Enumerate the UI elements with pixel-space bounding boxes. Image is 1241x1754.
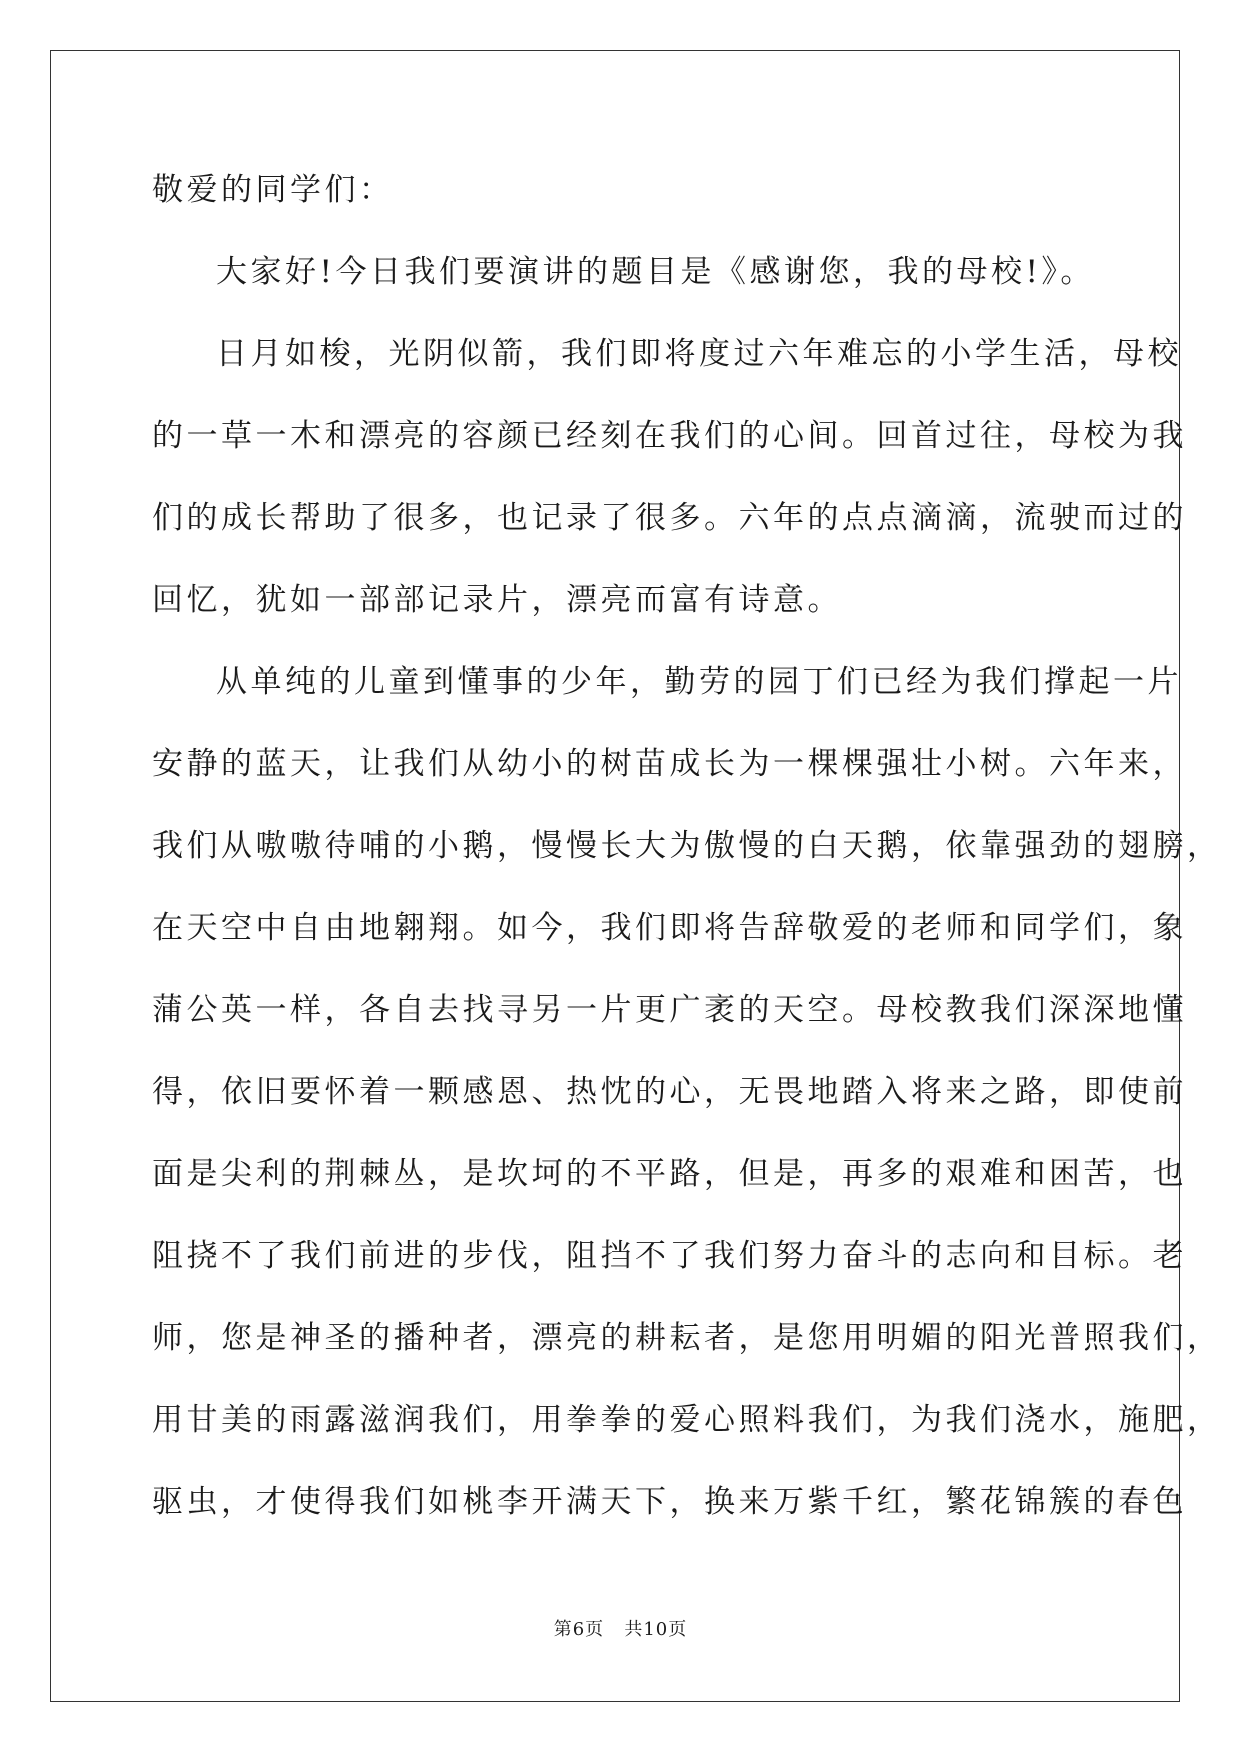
paragraph-1-line-3: 们的成长帮助了很多，也记录了很多。六年的点点滴滴，流驶而过的 (152, 500, 1187, 536)
paragraph-2-line-1: 从单纯的儿童到懂事的少年，勤劳的园丁们已经为我们撑起一片 (216, 664, 1182, 700)
salutation-line: 敬爱的同学们： (152, 172, 394, 208)
page-footer (0, 1615, 1241, 1641)
paragraph-2-line-8: 阻挠不了我们前进的步伐，阻挡不了我们努力奋斗的志向和目标。老 (152, 1238, 1187, 1274)
paragraph-2-line-7: 面是尖利的荆棘丛，是坎坷的不平路，但是，再多的艰难和困苦，也 (152, 1156, 1187, 1192)
page-number: 第6页 (553, 1619, 605, 1640)
paragraph-1-line-4: 回忆，犹如一部部记录片，漂亮而富有诗意。 (152, 582, 842, 618)
paragraph-2-line-10: 用甘美的雨露滋润我们，用拳拳的爱心照料我们，为我们浇水，施肥， (152, 1402, 1222, 1438)
document-body (152, 160, 1222, 1554)
paragraph-1-line-1: 日月如梭，光阴似箭，我们即将度过六年难忘的小学生活，母校 (216, 336, 1182, 372)
page-total: 共10页 (624, 1619, 688, 1640)
paragraph-2-line-5: 蒲公英一样，各自去找寻另一片更广袤的天空。母校教我们深深地懂 (152, 992, 1187, 1028)
paragraph-2-line-6: 得，依旧要怀着一颗感恩、热忱的心，无畏地踏入将来之路，即使前 (152, 1074, 1187, 1110)
paragraph-2-line-4: 在天空中自由地翱翔。如今，我们即将告辞敬爱的老师和同学们，象 (152, 910, 1187, 946)
paragraph-2-line-11: 驱虫，才使得我们如桃李开满天下，换来万紫千红，繁花锦簇的春色 (152, 1484, 1187, 1520)
paragraph-1-line-2: 的一草一木和漂亮的容颜已经刻在我们的心间。回首过往，母校为我 (152, 418, 1187, 454)
paragraph-2-line-3: 我们从嗷嗷待哺的小鹅，慢慢长大为傲慢的白天鹅，依靠强劲的翅膀， (152, 828, 1222, 864)
greeting-line: 大家好!今日我们要演讲的题目是《感谢您，我的母校!》。 (216, 254, 1095, 290)
paragraph-2-line-2: 安静的蓝天，让我们从幼小的树苗成长为一棵棵强壮小树。六年来， (152, 746, 1187, 782)
paragraph-2-line-9: 师，您是神圣的播种者，漂亮的耕耘者，是您用明媚的阳光普照我们， (152, 1320, 1222, 1356)
